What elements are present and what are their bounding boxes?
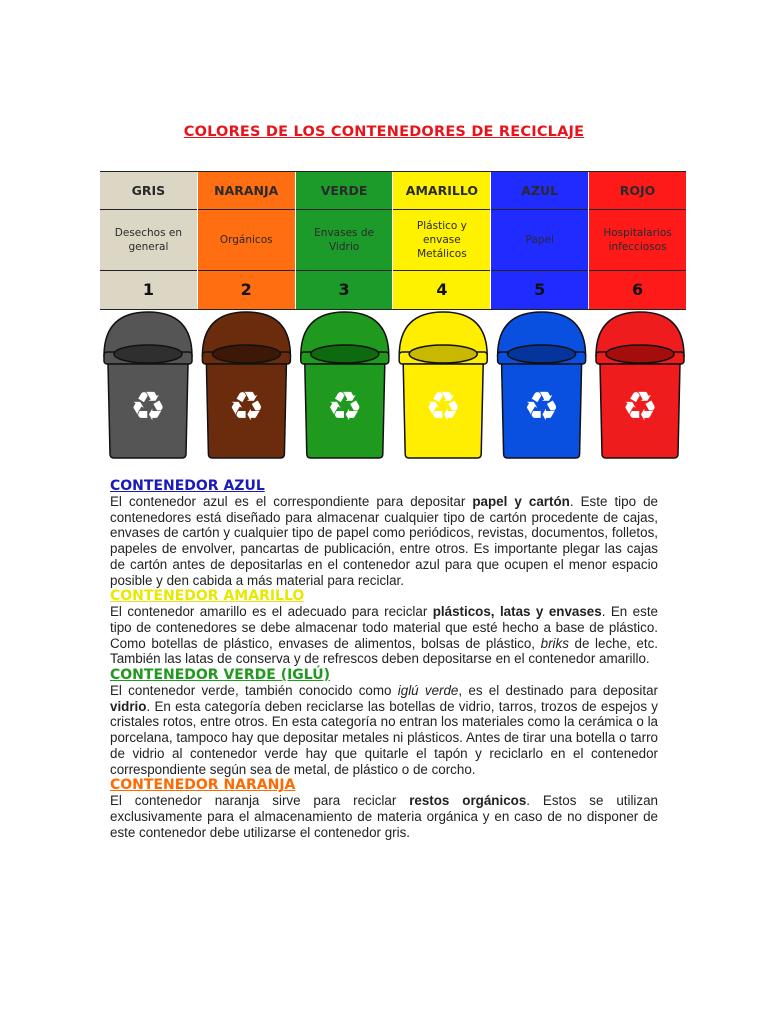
- recycling-bin-gris: [104, 312, 192, 458]
- column-name: ROJO: [589, 172, 686, 210]
- section-text-amarillo: El contenedor amarillo es el adecuado para reciclar plásticos, latas y envases. En este tipo de contenedores se debe almacenar todo material que esté hecho a base de plástico. Como botellas de plástico, envases de alimentos, bolsas de plástico, briks de leche, etc. También las latas de conserva y de refrescos deben depositarse en el contenedor amarillo.: [110, 604, 658, 667]
- recycling-bin-amarillo: [399, 312, 487, 458]
- table-column-verde: [296, 172, 394, 309]
- table-column-naranja: [198, 172, 296, 309]
- column-name: VERDE: [296, 172, 393, 210]
- section-title-azul: CONTENEDOR AZUL: [110, 478, 265, 494]
- recycling-bin-azul: [498, 312, 586, 458]
- column-description: Papel: [491, 210, 588, 271]
- column-description: Hospitalarios infecciosos: [589, 210, 686, 271]
- recycle-icon: ♻: [523, 384, 560, 430]
- column-description: Desechos en general: [100, 210, 197, 271]
- section-title-naranja: CONTENEDOR NARANJA: [110, 777, 296, 794]
- section-text-verde: El contenedor verde, también conocido como iglú verde, es el destinado para depositar vidrio. En esta categoría deben reciclarse las botellas de vidrio, tarros, trozos de espejos y cristales rotos, entre otros. En esta categoría no entran los materiales como la cerámica o la porcelana, tampoco hay que depositar metales ni plásticos. Antes de tirar una botella o tarro de vidrio al contenedor verde hay que quitarle el tapón y reciclarlo en el contenedor correspondiente según sea de metal, de plástico o de corcho.: [110, 683, 659, 777]
- table-column-amarillo: [393, 172, 491, 309]
- bins-svg: [100, 308, 690, 463]
- recycling-bin-rojo: [596, 312, 684, 458]
- section-title-amarillo: CONTENEDOR AMARILLO: [110, 588, 305, 605]
- column-description: Envases de Vidrio: [296, 210, 393, 271]
- recycle-icon: ♻: [228, 384, 265, 430]
- recycle-icon: ♻: [425, 384, 462, 430]
- column-number: 6: [631, 280, 644, 299]
- section-text-azul: El contenedor azul es el correspondiente para depositar papel y cartón. Este tipo de contenedores está diseñado para almacenar cualquier tipo de cartón procedente de cajas, envases de cartón y cualquier tipo de papel como periódicos, revistas, documentos, folletos, papeles de envolver, pancartas de publicación, entre otros. Es importante plegar las cajas de cartón antes de depositarlas en el contenedor azul para que ocupen el menor espacio posible y den cabida a más material para reciclar.: [110, 494, 658, 588]
- column-number: 4: [436, 280, 448, 299]
- column-name: AZUL: [491, 172, 588, 210]
- recycle-icon: ♻: [622, 384, 658, 430]
- column-number: 1: [142, 280, 154, 299]
- column-name: GRIS: [100, 172, 197, 210]
- recycling-color-table: [100, 171, 686, 310]
- section-title-verde: CONTENEDOR VERDE (IGLÚ): [110, 667, 330, 684]
- column-name: NARANJA: [198, 172, 295, 210]
- column-number: 3: [338, 280, 350, 299]
- recycling-bins-illustration: [100, 308, 690, 463]
- column-number: 5: [534, 280, 546, 299]
- page-title: COLORES DE LOS CONTENEDORES DE RECICLAJE: [183, 124, 585, 140]
- table-column-rojo: [589, 172, 686, 309]
- section-text-naranja: El contenedor naranja sirve para reciclar restos orgánicos. Estos se utilizan exclusivamente para el almacenamiento de materia orgánica y en caso de no disponer de este contenedor debe utilizarse el contenedor gris.: [110, 793, 659, 840]
- table-column-gris: [100, 172, 198, 309]
- column-number: 2: [240, 280, 252, 299]
- table-column-azul: [491, 172, 589, 309]
- column-description: Plástico y envase Metálicos: [393, 210, 490, 271]
- column-name: AMARILLO: [393, 172, 490, 210]
- recycle-icon: ♻: [130, 384, 166, 430]
- column-description: Orgánicos: [198, 210, 295, 271]
- recycling-bin-verde: [301, 312, 389, 458]
- section-azul: [110, 478, 658, 840]
- recycling-bin-naranja: [202, 312, 290, 458]
- recycle-icon: ♻: [326, 384, 363, 430]
